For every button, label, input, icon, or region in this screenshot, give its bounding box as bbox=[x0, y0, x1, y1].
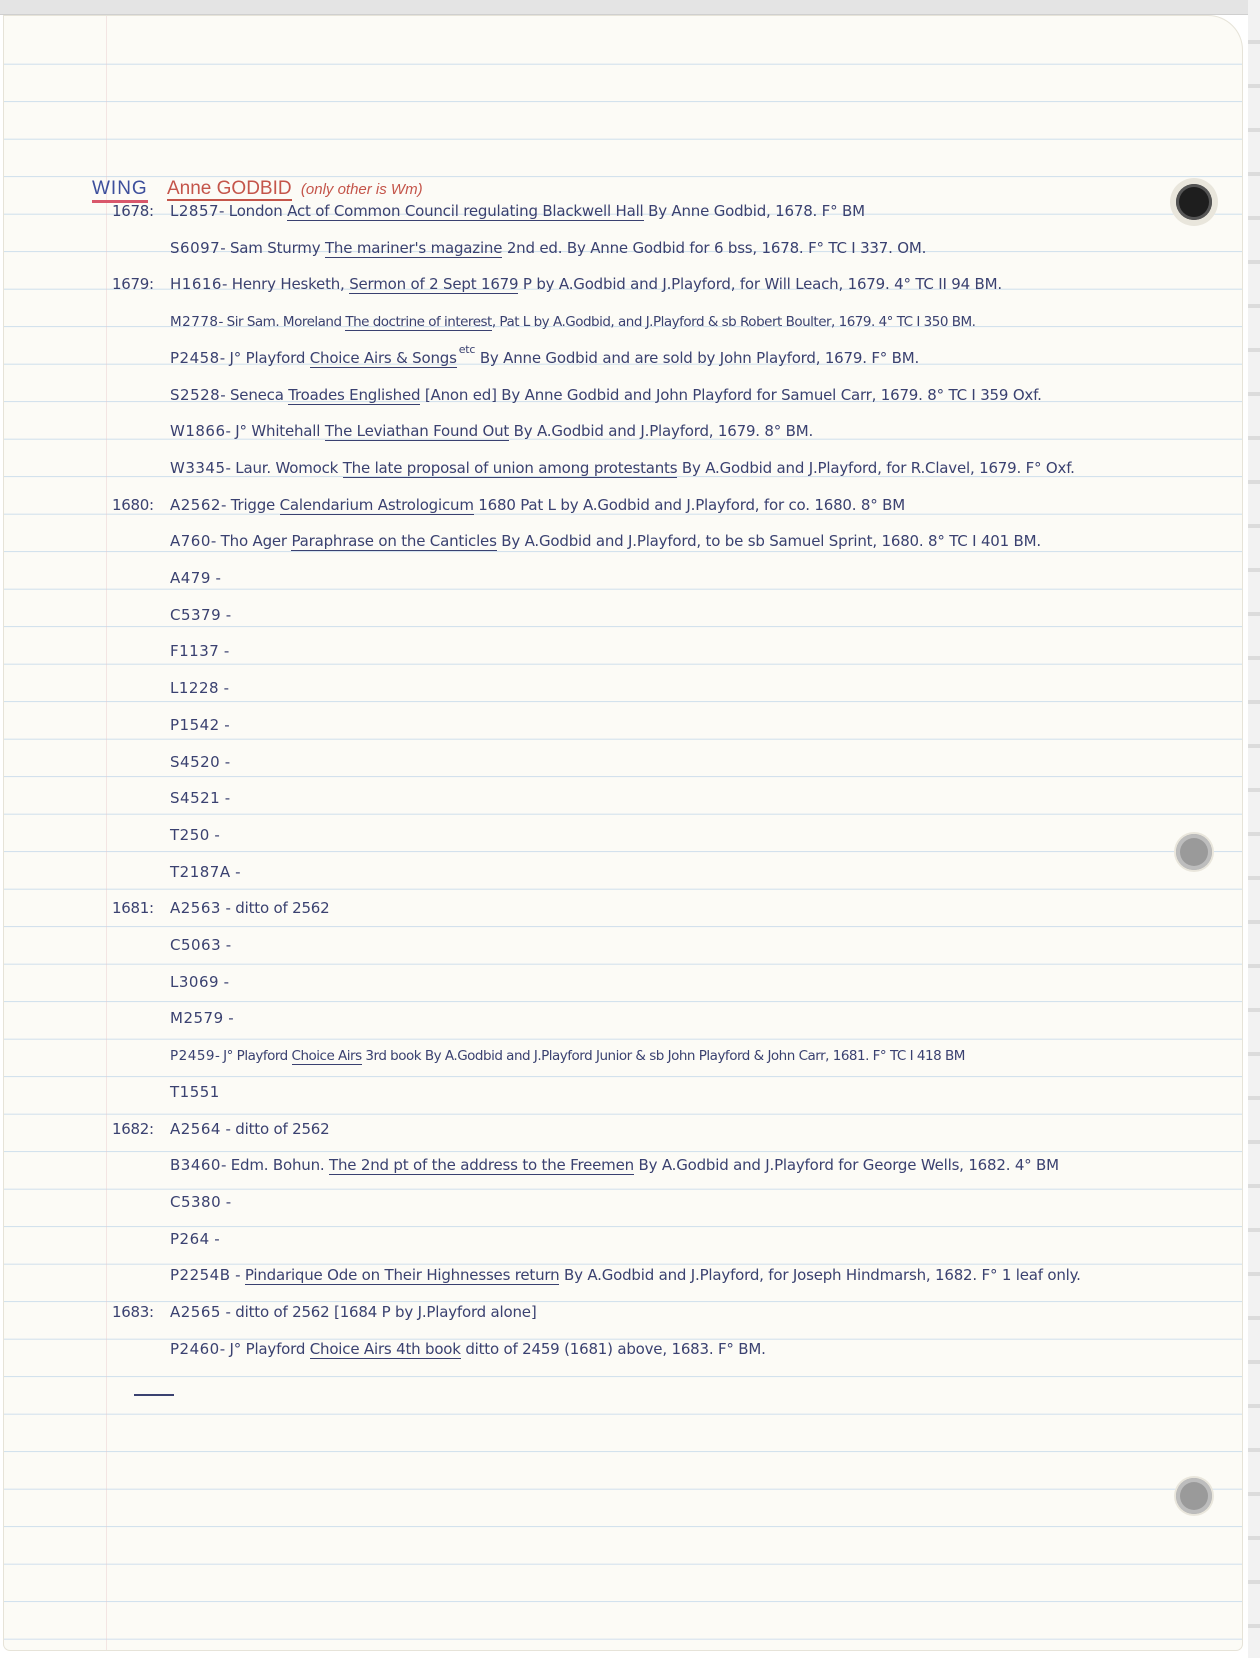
entry-title: Pindarique Ode on Their Highnesses return bbox=[244, 1266, 560, 1285]
entry-title: Act of Common Council regulating Blackwell Hall bbox=[287, 202, 644, 220]
entry-row bbox=[4, 192, 1184, 226]
entry-text bbox=[170, 753, 230, 771]
wing-number: T2187A bbox=[170, 862, 231, 881]
entry-text bbox=[170, 716, 230, 734]
wing-number: S4521 bbox=[170, 789, 221, 808]
wing-number: M2778 bbox=[170, 314, 219, 331]
entry-text bbox=[170, 863, 240, 881]
entry-year: 1682: bbox=[112, 1119, 154, 1138]
entry-row bbox=[4, 779, 1184, 813]
heading-note: (only other is Wm) bbox=[300, 181, 423, 198]
wing-number: P2459 bbox=[170, 1048, 215, 1065]
wing-number: W1866 bbox=[170, 422, 226, 441]
wing-number: A2562 bbox=[170, 495, 221, 514]
entry-row bbox=[4, 596, 1184, 630]
entry-text bbox=[170, 679, 229, 697]
entry-text bbox=[170, 1083, 220, 1101]
entry-author: - ditto of 2562 bbox=[220, 899, 330, 918]
entry-text bbox=[170, 569, 221, 587]
wing-number: P264 bbox=[170, 1229, 210, 1248]
entry-author: - bbox=[230, 862, 241, 881]
entry-row bbox=[4, 1146, 1184, 1180]
entry-text bbox=[170, 1120, 329, 1138]
entry-text bbox=[170, 789, 230, 807]
entry-year: 1678: bbox=[112, 202, 154, 220]
entry-imprint: By A.Godbid and J.Playford, for R.Clavel, 1679. F° Oxf. bbox=[677, 458, 1075, 477]
entry-row bbox=[4, 302, 1184, 336]
entry-row bbox=[4, 339, 1184, 373]
entry-title: Choice Airs 4th book bbox=[309, 1339, 461, 1358]
wing-number: P1542 bbox=[170, 715, 220, 734]
entry-title: Troades Englished bbox=[288, 385, 421, 404]
entry-text bbox=[170, 386, 1042, 404]
entry-imprint: 3rd book By A.Godbid and J.Playford Junior & sb John Playford & John Carr, 1681. F° TC I 418 BM bbox=[361, 1048, 965, 1065]
entry-row bbox=[4, 743, 1184, 777]
entry-row bbox=[4, 229, 1184, 263]
entry-row bbox=[4, 412, 1184, 446]
entry-text bbox=[170, 826, 220, 844]
entry-author: - bbox=[220, 789, 230, 808]
entry-row bbox=[4, 816, 1184, 850]
entry-author: - bbox=[219, 972, 229, 991]
entry-author: - ditto of 2562 [1684 P by J.Playford alone] bbox=[220, 1303, 537, 1321]
entry-author: - J° Playford bbox=[219, 1339, 310, 1358]
entry-year: 1680: bbox=[112, 495, 154, 514]
entry-author: - Tho Ager bbox=[210, 532, 292, 551]
entry-row bbox=[4, 449, 1184, 483]
wing-number: P2460 bbox=[170, 1339, 220, 1358]
entry-text bbox=[170, 1303, 536, 1321]
entry-year: 1679: bbox=[112, 275, 154, 294]
wing-number: A760 bbox=[170, 532, 211, 551]
entry-row bbox=[4, 889, 1184, 923]
wing-number: S4520 bbox=[170, 752, 221, 771]
entry-imprint: By Anne Godbid, 1678. F° BM bbox=[643, 202, 865, 220]
entry-imprint: By A.Godbid and J.Playford, to be sb Samuel Sprint, 1680. 8° TC I 401 BM. bbox=[496, 532, 1041, 551]
entry-author: - bbox=[219, 679, 229, 698]
entry-text bbox=[170, 496, 905, 514]
entry-author: - bbox=[219, 715, 230, 734]
entry-author: - bbox=[209, 1229, 220, 1248]
entry-imprint: , Pat L by A.Godbid, and J.Playford & sb Robert Boulter, 1679. 4° TC I 350 BM. bbox=[491, 314, 976, 331]
wing-number: T1551 bbox=[170, 1082, 220, 1101]
entry-imprint: By Anne Godbid and are sold by John Playford, 1679. F° BM. bbox=[475, 348, 920, 367]
entry-author: - Edm. Bohun. bbox=[220, 1156, 330, 1175]
entry-row bbox=[4, 632, 1184, 666]
entry-imprint: [Anon ed] By Anne Godbid and John Playford for Samuel Carr, 1679. 8° TC I 359 Oxf. bbox=[420, 385, 1042, 404]
entry-text bbox=[170, 1156, 1059, 1174]
scan-top-edge bbox=[0, 0, 1260, 15]
entry-author: - Sam Sturmy bbox=[220, 238, 325, 257]
heading-wing: WING bbox=[92, 178, 148, 203]
entry-title: Choice Airs & Songs bbox=[309, 348, 457, 367]
wing-number: H1616 bbox=[170, 275, 222, 294]
entry-text bbox=[170, 973, 229, 991]
entry-author: - J° Whitehall bbox=[225, 422, 325, 441]
entry-imprint: ditto of 2459 (1681) above, 1683. F° BM. bbox=[460, 1339, 766, 1358]
entry-imprint: By A.Godbid and J.Playford, 1679. 8° BM. bbox=[509, 422, 814, 441]
entry-text bbox=[170, 1230, 219, 1248]
entry-title: The late proposal of union among protestants bbox=[342, 458, 678, 477]
entry-title: The Leviathan Found Out bbox=[324, 422, 510, 441]
entry-text bbox=[170, 342, 920, 367]
entry-title: The mariner's magazine bbox=[324, 238, 503, 257]
entry-row bbox=[4, 999, 1184, 1033]
entry-year: 1681: bbox=[112, 899, 154, 918]
entry-row bbox=[4, 963, 1184, 997]
entry-row bbox=[4, 376, 1184, 410]
wing-number: W3345 bbox=[170, 458, 226, 477]
entry-row bbox=[4, 1073, 1184, 1107]
entry-text bbox=[170, 1193, 231, 1211]
entry-row bbox=[4, 265, 1184, 299]
wing-number: F1137 bbox=[170, 642, 220, 661]
entry-author: - bbox=[209, 825, 220, 844]
entry-text bbox=[170, 275, 1002, 293]
wing-number: B3460 bbox=[170, 1156, 221, 1175]
entry-author: - Seneca bbox=[220, 385, 289, 404]
wing-number: S6097 bbox=[170, 238, 221, 257]
entry-author: - bbox=[221, 936, 231, 954]
entry-author: - London bbox=[219, 202, 288, 220]
entry-author: - ditto of 2562 bbox=[220, 1119, 330, 1138]
entry-author: - Henry Hesketh, bbox=[221, 275, 350, 294]
wing-number: A2564 bbox=[170, 1119, 221, 1138]
entry-imprint: By A.Godbid and J.Playford for George Wells, 1682. 4° BM bbox=[633, 1156, 1059, 1175]
entry-list bbox=[4, 16, 1242, 1650]
entry-text bbox=[170, 936, 231, 954]
entry-text bbox=[170, 1009, 233, 1027]
entry-annotation: etc bbox=[458, 342, 476, 356]
entry-text bbox=[170, 532, 1041, 550]
entry-text bbox=[170, 1266, 1081, 1284]
entry-author: - bbox=[210, 569, 221, 587]
entry-row bbox=[4, 926, 1184, 960]
entry-row bbox=[4, 1293, 1184, 1327]
entry-title: Sermon of 2 Sept 1679 bbox=[349, 275, 519, 294]
entry-text bbox=[170, 314, 975, 330]
entry-row bbox=[4, 1036, 1184, 1070]
entry-author: - Sir Sam. Moreland bbox=[218, 314, 346, 331]
entry-author: - Laur. Womock bbox=[225, 458, 343, 477]
wing-number: A2563 bbox=[170, 899, 221, 918]
entry-text bbox=[170, 1340, 766, 1358]
entry-text bbox=[170, 202, 865, 220]
entry-row bbox=[4, 522, 1184, 556]
entry-text bbox=[170, 642, 229, 660]
entry-author: - Trigge bbox=[220, 495, 280, 514]
scan-right-strip bbox=[1248, 0, 1260, 1658]
entry-text bbox=[170, 1048, 965, 1064]
entry-row bbox=[4, 853, 1184, 887]
entry-row bbox=[4, 1110, 1184, 1144]
wing-number: L1228 bbox=[170, 679, 220, 698]
entry-row bbox=[4, 486, 1184, 520]
wing-number: P2254B bbox=[170, 1266, 231, 1285]
entry-author: - J° Playford bbox=[215, 1048, 292, 1065]
entry-text bbox=[170, 239, 926, 257]
heading-printer-name: Anne GODBID bbox=[167, 178, 292, 199]
entry-row bbox=[4, 1183, 1184, 1217]
wing-number: A2565 bbox=[170, 1303, 221, 1321]
entry-imprint: 1680 Pat L by A.Godbid and J.Playford, for co. 1680. 8° BM bbox=[473, 495, 905, 514]
wing-number: T250 bbox=[170, 825, 210, 844]
entry-author: - bbox=[220, 752, 230, 771]
entry-row bbox=[4, 1220, 1184, 1254]
wing-number: M2579 bbox=[170, 1009, 224, 1028]
entry-text bbox=[170, 422, 813, 440]
wing-number: L3069 bbox=[170, 972, 220, 991]
entry-title: Calendarium Astrologicum bbox=[279, 495, 474, 514]
wing-number: L2857 bbox=[170, 202, 220, 220]
wing-number: C5380 bbox=[170, 1192, 222, 1211]
entry-author: - bbox=[223, 1009, 234, 1028]
entry-title: Choice Airs bbox=[291, 1048, 362, 1065]
notebook-page bbox=[4, 16, 1242, 1650]
entry-author: - bbox=[219, 642, 230, 661]
entry-year: 1683: bbox=[112, 1303, 154, 1321]
entry-author: - J° Playford bbox=[219, 348, 310, 367]
wing-number: A479 bbox=[170, 569, 211, 587]
entry-row bbox=[4, 559, 1184, 593]
entry-row bbox=[4, 1330, 1184, 1364]
entry-imprint: P by A.Godbid and J.Playford, for Will Leach, 1679. 4° TC II 94 BM. bbox=[518, 275, 1002, 294]
entry-author: - bbox=[221, 1192, 231, 1211]
entry-row bbox=[4, 1256, 1184, 1290]
entry-text bbox=[170, 606, 231, 624]
wing-number: S2528 bbox=[170, 385, 221, 404]
entry-title: The 2nd pt of the address to the Freemen bbox=[329, 1156, 634, 1175]
wing-number: C5063 bbox=[170, 936, 222, 954]
entry-text bbox=[170, 899, 329, 917]
entry-author: - bbox=[230, 1266, 245, 1285]
underline-mark bbox=[134, 1394, 174, 1396]
entry-author: - bbox=[221, 605, 231, 624]
entry-row bbox=[4, 669, 1184, 703]
entry-title: The doctrine of interest bbox=[345, 314, 492, 331]
entry-imprint: By A.Godbid and J.Playford, for Joseph Hindmarsh, 1682. F° 1 leaf only. bbox=[559, 1266, 1081, 1285]
entry-text bbox=[170, 459, 1075, 477]
entry-imprint: 2nd ed. By Anne Godbid for 6 bss, 1678. F° TC I 337. OM. bbox=[502, 238, 927, 257]
entry-row bbox=[4, 706, 1184, 740]
wing-number: P2458 bbox=[170, 348, 220, 367]
wing-number: C5379 bbox=[170, 605, 222, 624]
entry-title: Paraphrase on the Canticles bbox=[291, 532, 497, 551]
